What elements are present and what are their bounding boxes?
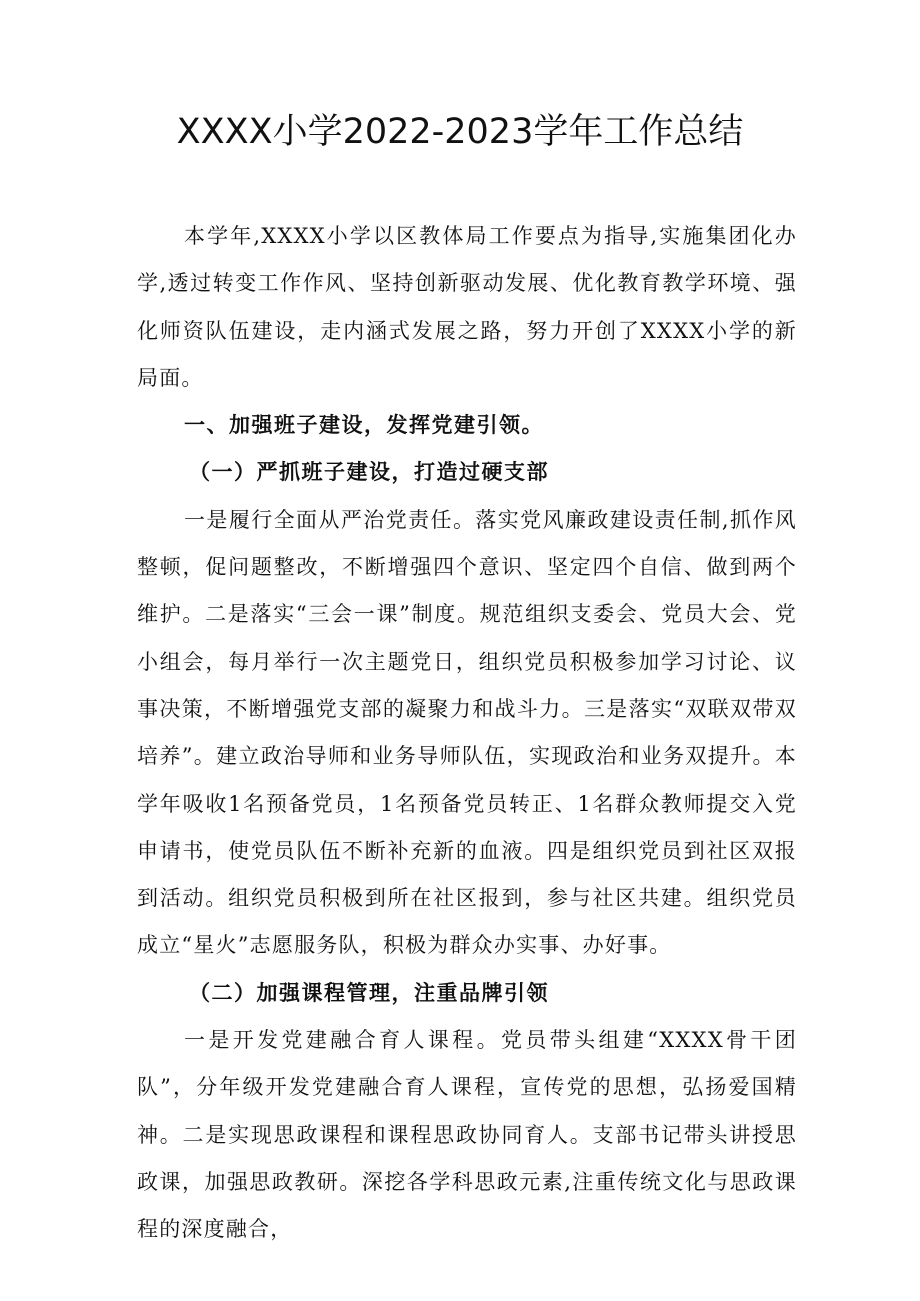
document-title: XXXX小学2022-2023学年工作总结 bbox=[176, 112, 744, 152]
subsection-heading-1: （一）严抓班子建设，打造过硬支部 bbox=[189, 460, 549, 485]
intro-paragraph: 本学年,XXXX小学以区教体局工作要点为指导,实施集团化办学,透过转变工作作风、坚持创新驱动发展、优化教育教学环境、强化师资队伍建设，走内涵式发展之路，努力开创了XXXX小学的新局面。 bbox=[137, 224, 797, 390]
subsection-paragraph-1: 一是履行全面从严治党责任。落实党风廉政建设责任制,抓作风整顿，促问题整改，不断增强四个意识、坚定四个自信、做到两个维护。二是落实“三会一课”制度。规范组织支委会、党员大会、党小组会，每月举行一次主题党日，组织党员积极参加学习讨论、议事决策，不断增强党支部的凝聚力和战斗力。三是落实“双联双带双培养”。建立政治导师和业务导师队伍，实现政治和业务双提升。本学年吸收1名预备党员，1名预备党员转正、1名群众教师提交入党申请书，使党员队伍不断补充新的血液。四是组织党员到社区双报到活动。组织党员积极到所在社区报到，参与社区共建。组织党员成立“星火”志愿服务队，积极为群众办实事、办好事。 bbox=[137, 507, 797, 958]
subsection-paragraph-2: 一是开发党建融合育人课程。党员带头组建“XXXX骨干团队”，分年级开发党建融合育人课程，宣传党的思想，弘扬爱国精神。二是实现思政课程和课程思政协同育人。支部书记带头讲授思政课，加强思政教研。深挖各学科思政元素,注重传统文化与思政课程的深度融合， bbox=[137, 1028, 797, 1242]
section-heading-1: 一、加强班子建设，发挥党建引领。 bbox=[184, 413, 544, 438]
document-body bbox=[137, 213, 797, 1254]
subsection-heading-2: （二）加强课程管理，注重品牌引领 bbox=[189, 980, 549, 1005]
